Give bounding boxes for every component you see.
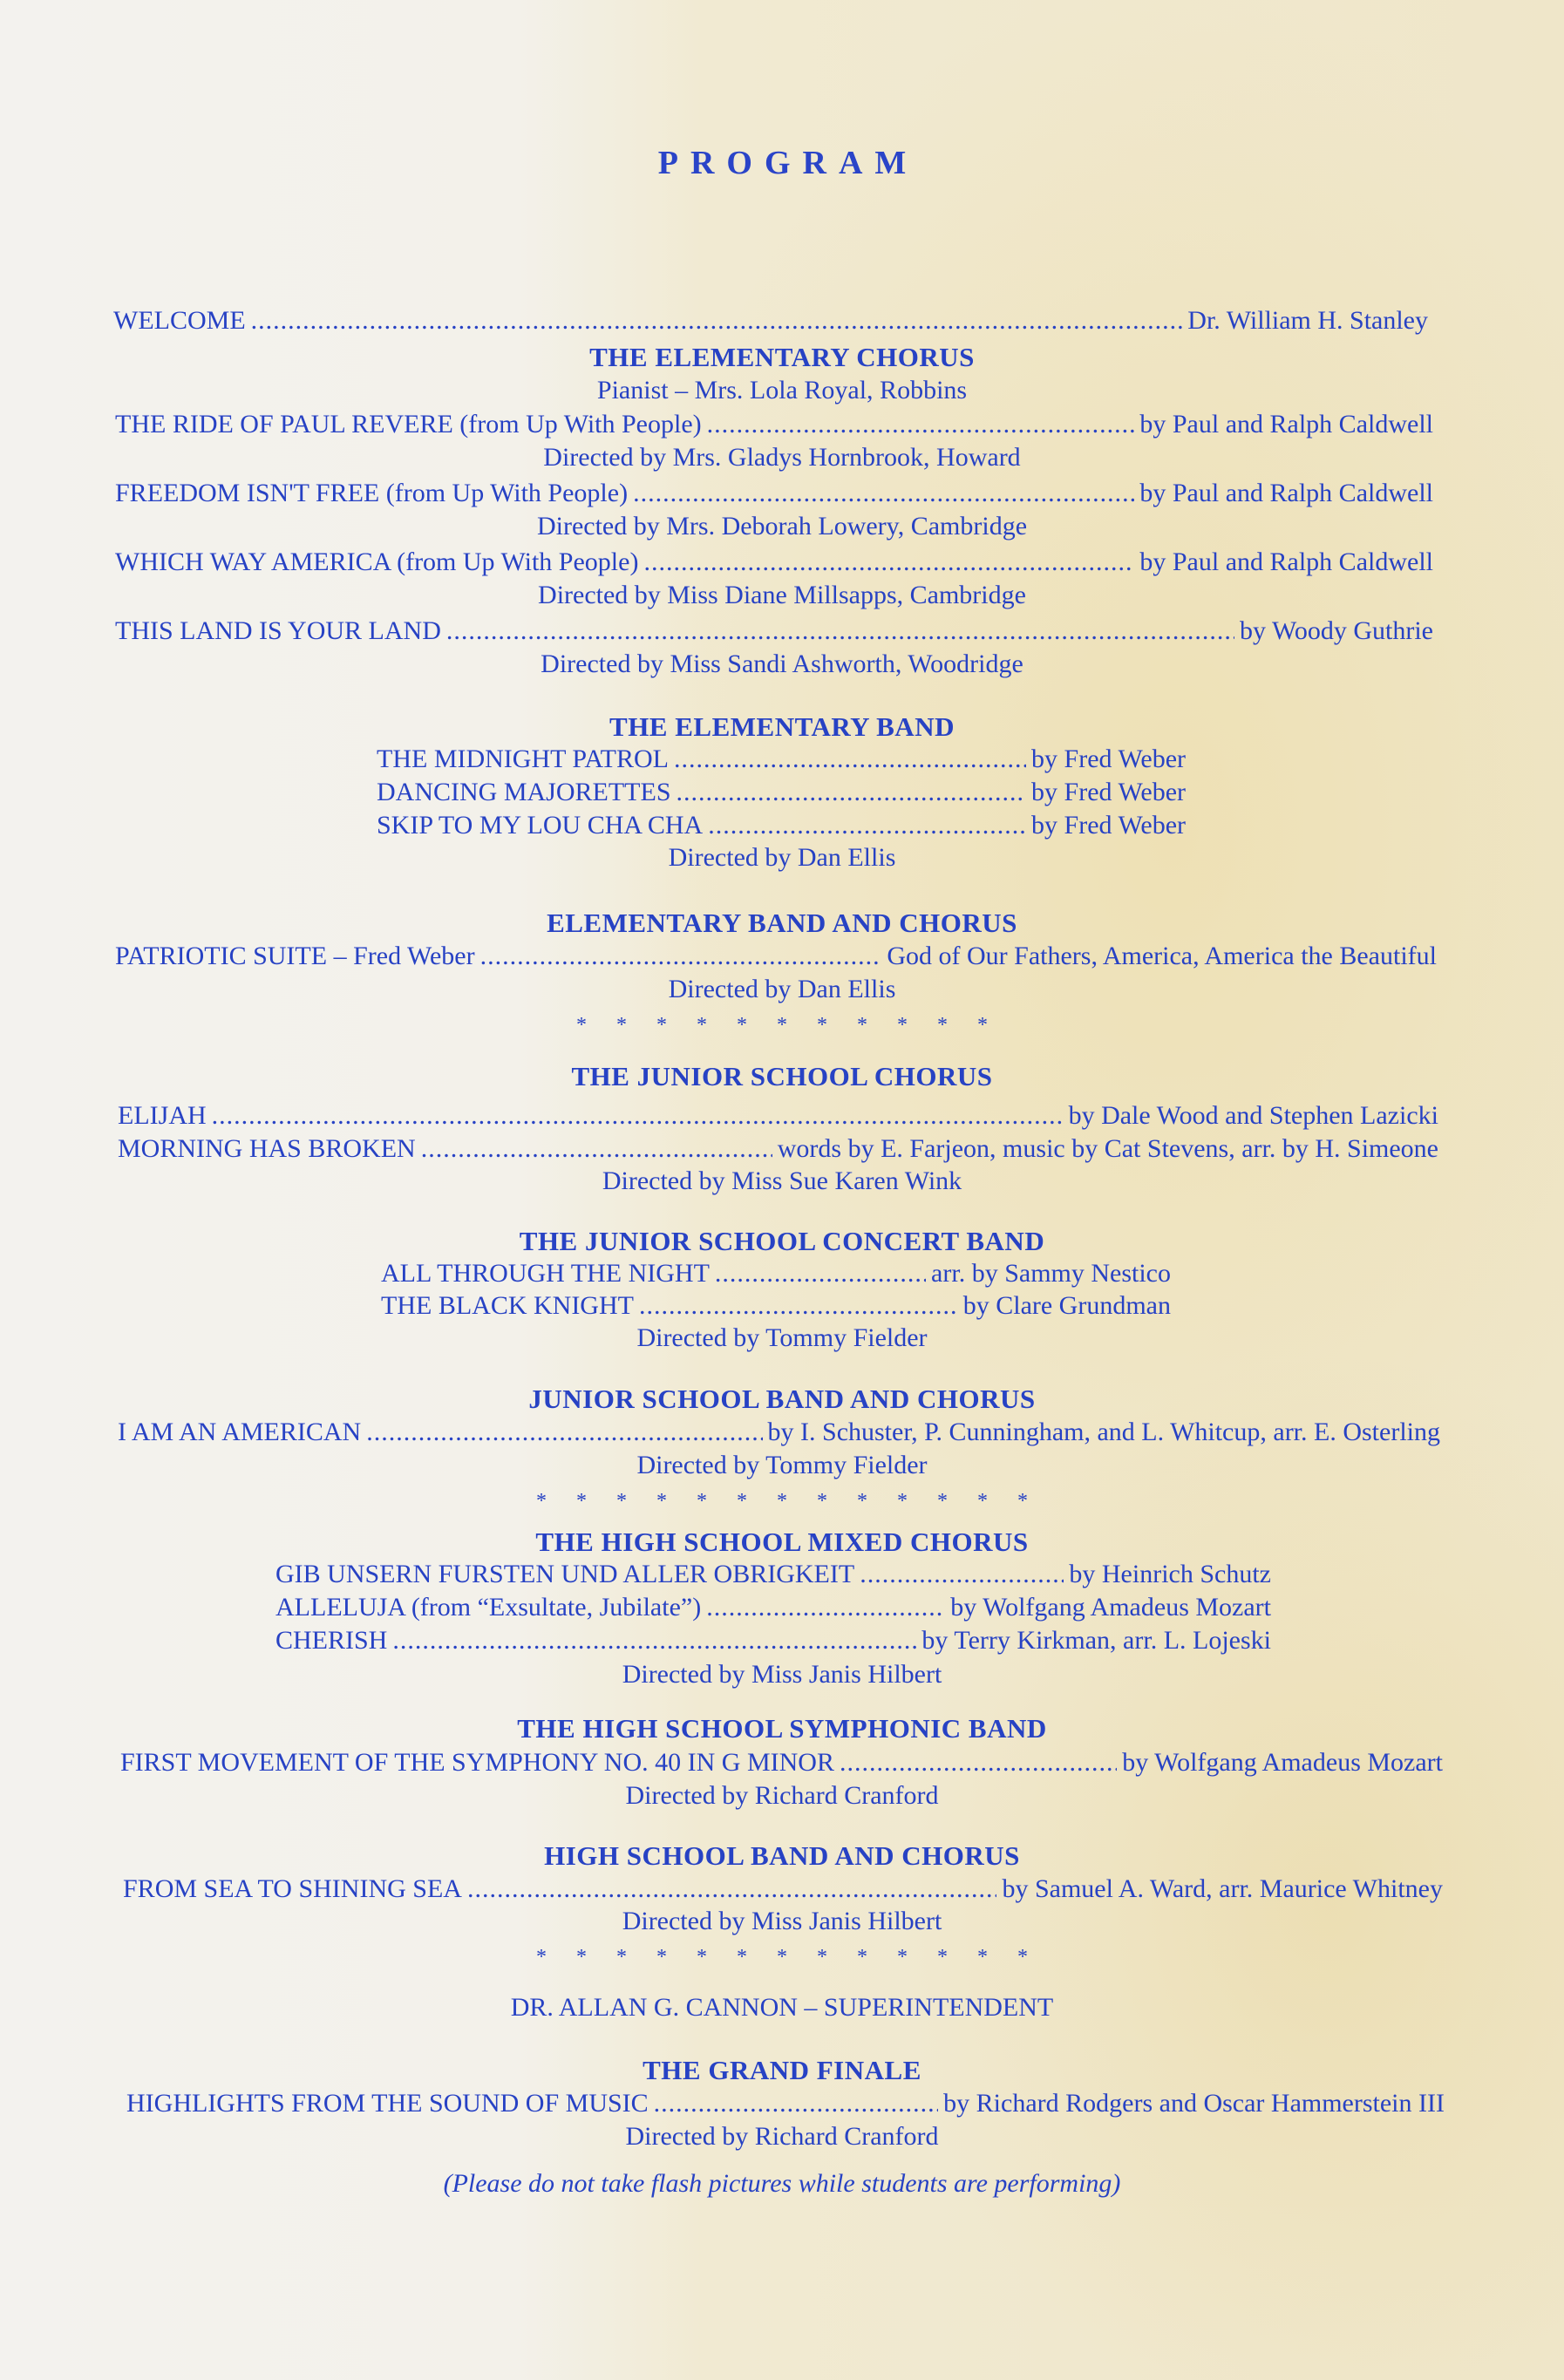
- director-line: Directed by Dan Ellis: [668, 843, 896, 872]
- program-item: [115, 409, 1433, 440]
- director-line: Directed by Richard Cranford: [625, 1781, 939, 1810]
- program-title: PROGRAM: [657, 145, 919, 181]
- piece-title: SKIP TO MY LOU CHA CHA: [377, 811, 704, 840]
- leader-dots: [366, 1417, 762, 1448]
- program-item: [275, 1625, 1271, 1656]
- leader-dots: [715, 1258, 926, 1289]
- program-item: [275, 1559, 1271, 1590]
- leader-dots: [212, 1100, 1064, 1132]
- leader-dots: [674, 744, 1026, 775]
- program-item: [381, 1290, 1171, 1322]
- piece-composer: by Samuel A. Ward, arr. Maurice Whitney: [1002, 1874, 1443, 1903]
- piece-composer: by Dale Wood and Stephen Lazicki: [1068, 1101, 1438, 1130]
- leader-dots: [707, 409, 1135, 440]
- piece-composer: by Wolfgang Amadeus Mozart: [1122, 1748, 1443, 1777]
- piece-composer: by Fred Weber: [1031, 811, 1186, 840]
- director-line: Directed by Miss Sandi Ashworth, Woodridge: [541, 649, 1023, 678]
- director-line: Directed by Tommy Fielder: [636, 1323, 928, 1352]
- leader-dots: [706, 1592, 945, 1623]
- piece-composer: by Woody Guthrie: [1239, 616, 1433, 645]
- star-divider: * * * * * * * * * * * * *: [536, 1946, 1040, 1969]
- piece-title: HIGHLIGHTS FROM THE SOUND OF MUSIC: [126, 2089, 649, 2118]
- flash-notice: (Please do not take flash pictures while students are performing): [443, 2169, 1121, 2198]
- piece-composer: words by E. Farjeon, music by Cat Stevens, arr. by H. Simeone: [777, 1134, 1438, 1163]
- leader-dots: [480, 941, 882, 972]
- director-line: Directed by Tommy Fielder: [636, 1451, 928, 1479]
- piece-composer: by Terry Kirkman, arr. L. Lojeski: [921, 1626, 1271, 1655]
- leader-dots: [708, 810, 1026, 841]
- piece-composer: by Clare Grundman: [962, 1291, 1171, 1320]
- piece-title: CHERISH: [275, 1626, 388, 1655]
- piece-title: ELIJAH: [118, 1101, 207, 1130]
- leader-dots: [840, 1747, 1117, 1778]
- piece-title: FIRST MOVEMENT OF THE SYMPHONY NO. 40 IN G MINOR: [120, 1748, 834, 1777]
- welcome-speaker: Dr. William H. Stanley: [1187, 306, 1428, 335]
- piece-title: I AM AN AMERICAN: [118, 1418, 362, 1446]
- program-item: [123, 1873, 1443, 1905]
- leader-dots: [654, 2088, 939, 2119]
- director-line: Directed by Miss Diane Millsapps, Cambridge: [538, 581, 1026, 609]
- section-heading: THE GRAND FINALE: [643, 2055, 921, 2085]
- leader-dots: [446, 615, 1234, 647]
- director-line: Directed by Mrs. Gladys Hornbrook, Howard: [543, 443, 1021, 472]
- leader-dots: [643, 547, 1134, 578]
- program-item: [115, 478, 1433, 509]
- director-line: Directed by Richard Cranford: [625, 2122, 939, 2151]
- piece-title: DANCING MAJORETTES: [377, 778, 671, 806]
- piece-composer: arr. by Sammy Nestico: [931, 1259, 1171, 1288]
- piece-composer: by Paul and Ralph Caldwell: [1139, 410, 1433, 439]
- piece-title: PATRIOTIC SUITE – Fred Weber: [115, 942, 475, 970]
- section-heading: THE ELEMENTARY BAND: [609, 711, 955, 742]
- program-item: [120, 1747, 1443, 1778]
- program-item: [377, 810, 1186, 841]
- piece-composer: by Richard Rodgers and Oscar Hammerstein III: [943, 2089, 1445, 2118]
- section-heading: THE JUNIOR SCHOOL CHORUS: [571, 1061, 993, 1091]
- program-item: [381, 1258, 1171, 1289]
- program-item: [115, 547, 1433, 578]
- piece-title: WHICH WAY AMERICA (from Up With People): [115, 547, 639, 576]
- section-heading: THE HIGH SCHOOL SYMPHONIC BAND: [517, 1713, 1047, 1744]
- piece-title: THIS LAND IS YOUR LAND: [115, 616, 441, 645]
- piece-composer: by Fred Weber: [1031, 745, 1186, 773]
- piece-composer: by Paul and Ralph Caldwell: [1139, 479, 1433, 507]
- director-line: Directed by Miss Janis Hilbert: [622, 1660, 942, 1689]
- program-item: [118, 1133, 1438, 1165]
- star-divider: * * * * * * * * * * *: [576, 1014, 1000, 1037]
- piece-composer: by Heinrich Schutz: [1069, 1560, 1271, 1588]
- leader-dots: [639, 1290, 958, 1322]
- piece-composer: by Fred Weber: [1031, 778, 1186, 806]
- piece-title: FREEDOM ISN'T FREE (from Up With People): [115, 479, 629, 507]
- leader-dots: [251, 305, 1183, 337]
- director-line: Directed by Miss Sue Karen Wink: [602, 1166, 962, 1195]
- welcome-line: [113, 305, 1428, 337]
- piece-title: FROM SEA TO SHINING SEA: [123, 1874, 462, 1903]
- section-heading: HIGH SCHOOL BAND AND CHORUS: [544, 1840, 1020, 1871]
- piece-title: THE RIDE OF PAUL REVERE (from Up With People): [115, 410, 702, 439]
- program-item: [115, 615, 1433, 647]
- piece-title: THE BLACK KNIGHT: [381, 1291, 634, 1320]
- piece-composer: God of Our Fathers, America, America the Beautiful: [887, 942, 1437, 970]
- leader-dots: [860, 1559, 1064, 1590]
- piece-title: ALL THROUGH THE NIGHT: [381, 1259, 710, 1288]
- piece-title: GIB UNSERN FURSTEN UND ALLER OBRIGKEIT: [275, 1560, 855, 1588]
- program-item: [377, 777, 1186, 808]
- leader-dots: [421, 1133, 772, 1165]
- section-heading: THE ELEMENTARY CHORUS: [589, 342, 975, 372]
- superintendent-line: DR. ALLAN G. CANNON – SUPERINTENDENT: [510, 1993, 1054, 2022]
- program-item: [115, 941, 1437, 972]
- leader-dots: [392, 1625, 916, 1656]
- program-item: [126, 2088, 1445, 2119]
- section-heading: THE JUNIOR SCHOOL CONCERT BAND: [519, 1226, 1045, 1256]
- piece-composer: by Paul and Ralph Caldwell: [1139, 547, 1433, 576]
- program-item: [275, 1592, 1271, 1623]
- section-heading: JUNIOR SCHOOL BAND AND CHORUS: [528, 1384, 1036, 1414]
- piece-composer: by I. Schuster, P. Cunningham, and L. Whitcup, arr. E. Osterling: [767, 1418, 1440, 1446]
- leader-dots: [677, 777, 1027, 808]
- piece-composer: by Wolfgang Amadeus Mozart: [950, 1593, 1271, 1622]
- program-item: [377, 744, 1186, 775]
- director-line: Directed by Dan Ellis: [668, 975, 896, 1003]
- section-heading: ELEMENTARY BAND AND CHORUS: [547, 908, 1017, 938]
- program-item: [118, 1417, 1440, 1448]
- welcome-label: WELCOME: [113, 306, 246, 335]
- piece-title: ALLELUJA (from “Exsultate, Jubilate”): [275, 1593, 702, 1622]
- pianist-line: Pianist – Mrs. Lola Royal, Robbins: [596, 376, 968, 405]
- section-heading: THE HIGH SCHOOL MIXED CHORUS: [535, 1527, 1029, 1557]
- program-item: [118, 1100, 1438, 1132]
- piece-title: THE MIDNIGHT PATROL: [377, 745, 670, 773]
- leader-dots: [633, 478, 1134, 509]
- star-divider: * * * * * * * * * * * * *: [536, 1490, 1040, 1513]
- director-line: Directed by Mrs. Deborah Lowery, Cambridge: [536, 512, 1028, 541]
- leader-dots: [467, 1873, 997, 1905]
- piece-title: MORNING HAS BROKEN: [118, 1134, 416, 1163]
- director-line: Directed by Miss Janis Hilbert: [622, 1907, 942, 1935]
